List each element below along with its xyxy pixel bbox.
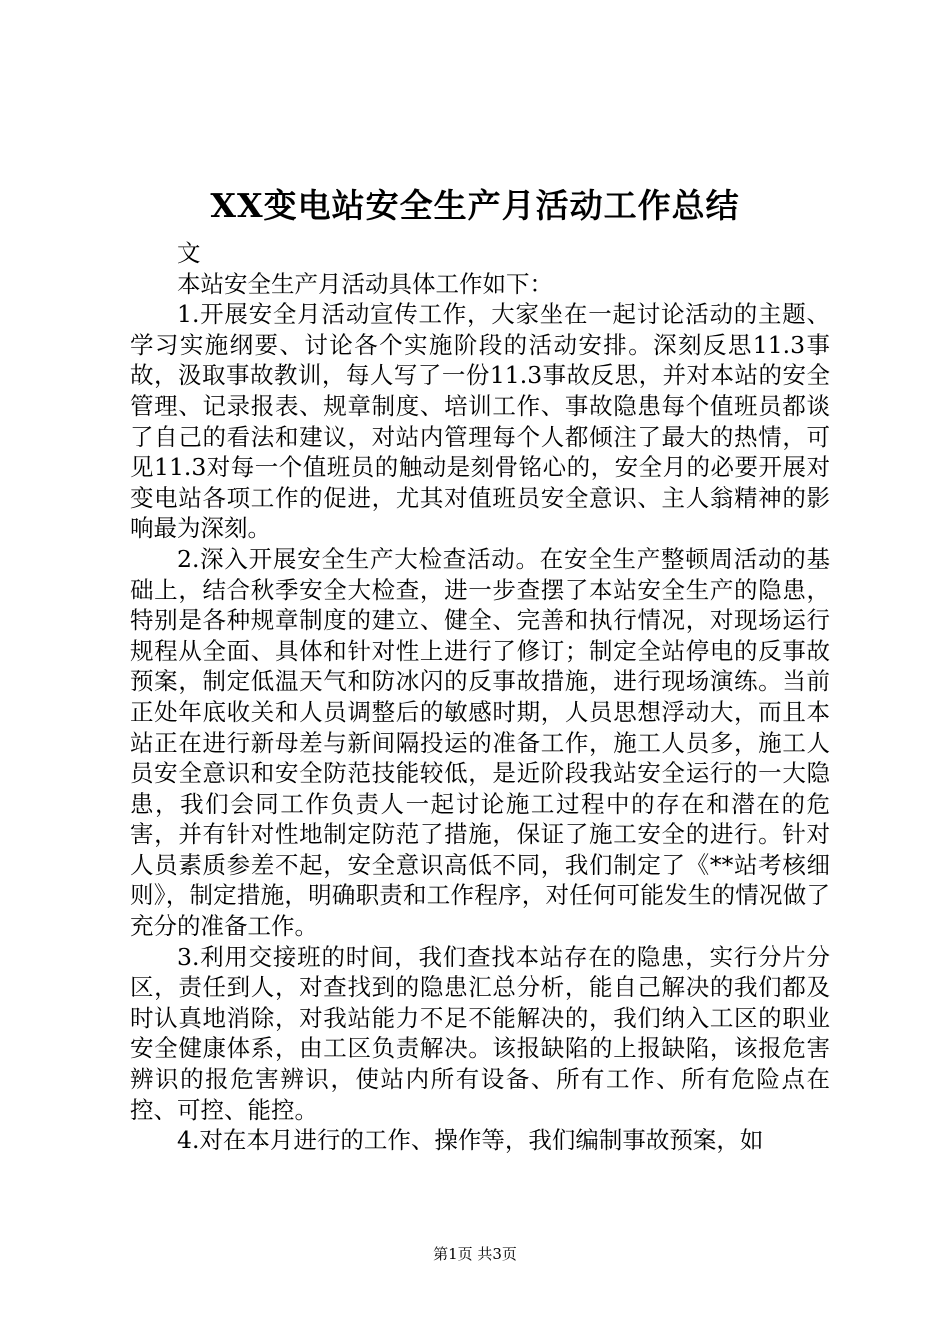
paragraph-item-3: 3.利用交接班的时间，我们查找本站存在的隐患，实行分片分区，责任到人，对查找到的隐患汇总分析，能自己解决的我们都及时认真地消除，对我站能力不足不能解决的，我们纳入工区的职业安全健康体系，由工区负责解决。该报缺陷的上报缺陷，该报危害辨识的报危害辨识，使站内所有设备、所有工作、所有危险点在控、可控、能控。: [130, 942, 830, 1124]
page-number-footer: 第1页 共3页: [433, 1245, 517, 1263]
paragraph-item-1: 1.开展安全月活动宣传工作，大家坐在一起讨论活动的主题、学习实施纲要、讨论各个实施阶段的活动安排。深刻反思11.3事故，汲取事故教训，每人写了一份11.3事故反思，并对本站的安全管理、记录报表、规章制度、培训工作、事故隐患每个值班员都谈了自己的看法和建议，对站内管理每个人都倾注了最大的热情，可见11.3对每一个值班员的触动是刻骨铭心的，安全月的必要开展对变电站各项工作的促进，尤其对值班员安全意识、主人翁精神的影响最为深刻。: [130, 300, 830, 543]
paragraph-intro: 本站安全生产月活动具体工作如下：: [177, 269, 553, 298]
document-title: XX变电站安全生产月活动工作总结: [210, 186, 740, 225]
paragraph-item-4: 4.对在本月进行的工作、操作等，我们编制事故预案，如: [177, 1126, 764, 1155]
paragraph-item-2: 2.深入开展安全生产大检查活动。在安全生产整顿周活动的基础上，结合秋季安全大检查，进一步查摆了本站安全生产的隐患，特别是各种规章制度的建立、健全、完善和执行情况，对现场运行规程从全面、具体和针对性上进行了修订；制定全站停电的反事故预案，制定低温天气和防冰闪的反事故措施，进行现场演练。当前正处年底收关和人员调整后的敏感时期，人员思想浮动大，而且本站正在进行新母差与新间隔投运的准备工作，施工人员多，施工人员安全意识和安全防范技能较低，是近阶段我站安全运行的一大隐患，我们会同工作负责人一起讨论施工过程中的存在和潜在的危害，并有针对性地制定防范了措施，保证了施工安全的进行。针对人员素质参差不起，安全意识高低不同，我们制定了《**站考核细则》，制定措施，明确职责和工作程序，对任何可能发生的情况做了充分的准备工作。: [130, 544, 830, 941]
author-line: 文: [177, 239, 201, 267]
document-body: [130, 238, 830, 1156]
